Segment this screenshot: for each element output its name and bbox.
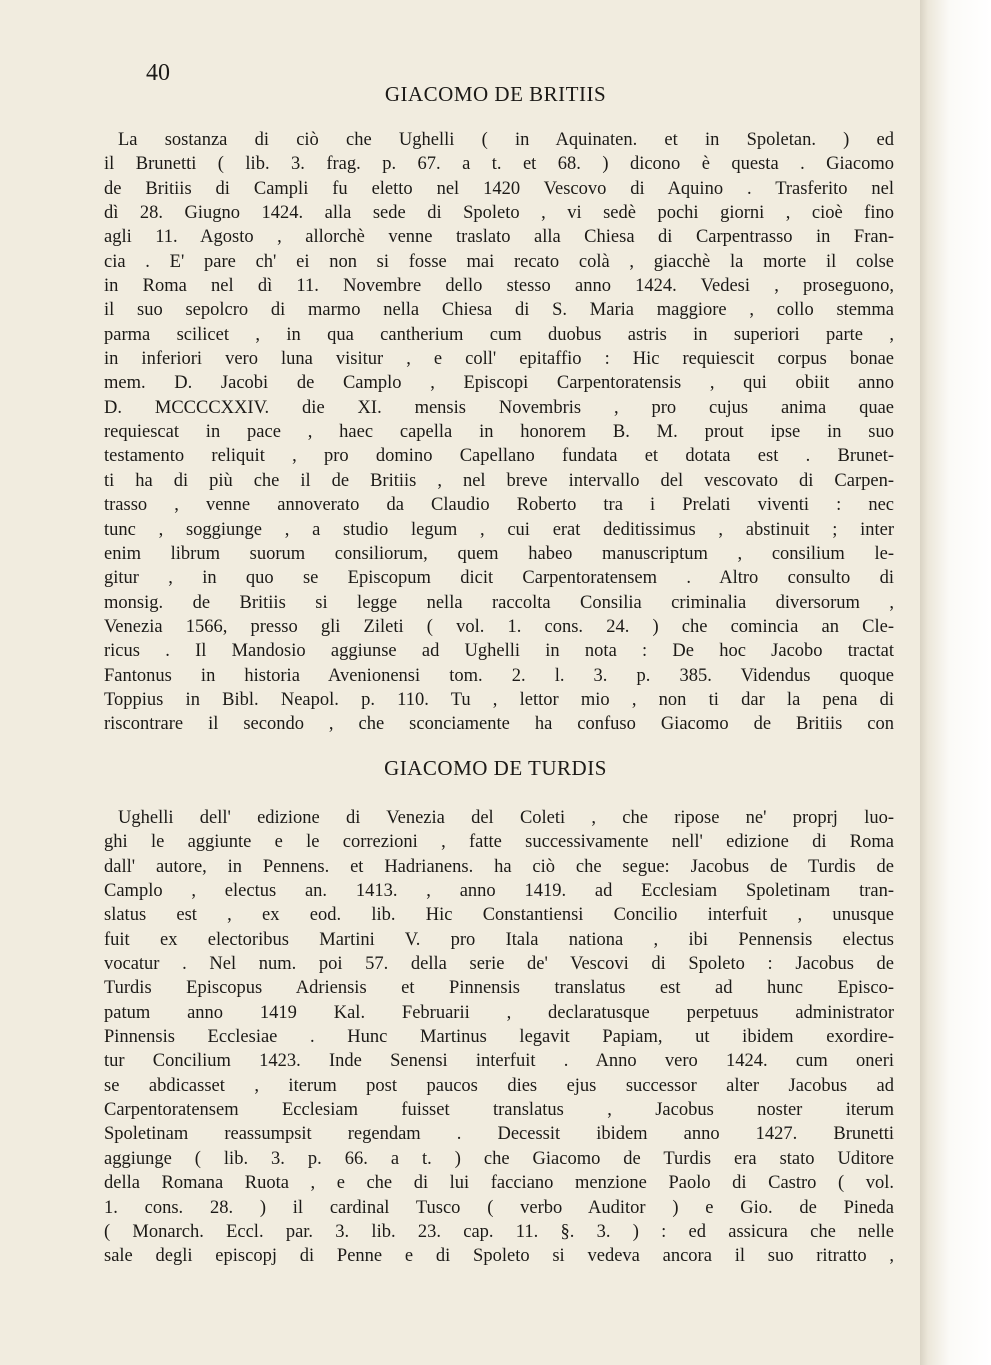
text-line: ( Monarch. Eccl. par. 3. lib. 23. cap. 11. §. 3. ) : ed assicura che nelle	[104, 1221, 894, 1242]
running-head: GIACOMO DE BRITIIS	[384, 82, 607, 106]
text-line: Fantonus in historia Avenionensi tom. 2. l. 3. p. 385. Videndus quoque	[104, 665, 894, 686]
text-line: agli 11. Agosto , allorchè venne traslato alla Chiesa di Carpentrasso in Fran-	[104, 227, 894, 248]
text-line: slatus est , ex eod. lib. Hic Constantiensi Concilio interfuit , unusque	[104, 905, 894, 926]
page-edge	[920, 0, 991, 1365]
text-line: ti ha di più che il de Britiis , nel breve intervallo del vescovato di Carpen-	[104, 470, 894, 491]
text-line: della Romana Ruota , e che di lui facciano menzione Paolo di Castro ( vol.	[104, 1173, 894, 1194]
text-line: Spoletinam reassumpsit regendam . Decessit ibidem anno 1427. Brunetti	[104, 1124, 894, 1145]
text-line: ghi le aggiunte e le correzioni , fatte successivamente nell' edizione di Roma	[104, 832, 894, 853]
text-line: sale degli episcopj di Penne e di Spoleto si vedeva ancora il suo ritratto ,	[104, 1246, 894, 1267]
text-block-turdis	[104, 806, 894, 1269]
text-line: testamento reliquit , pro domino Capellano fundata et dotata est . Brunet-	[104, 446, 894, 467]
text-line: vocatur . Nel num. poi 57. della serie de' Vescovi di Spoleto : Jacobus de	[104, 954, 894, 975]
page-number: 40	[146, 60, 170, 86]
text-line: patum anno 1419 Kal. Februarii , declaratusque perpetuus administrator	[104, 1002, 894, 1023]
text-line: Venezia 1566, presso gli Zileti ( vol. 1. cons. 24. ) che comincia an Cle-	[104, 616, 894, 637]
text-line: dall' autore, in Pennens. et Hadrianens. ha ciò che segue: Jacobus de Turdis de	[104, 856, 894, 877]
text-line: Carpentoratensem Ecclesiam fuisset translatus , Jacobus noster iterum	[104, 1100, 894, 1121]
text-line: gitur , in quo se Episcopum dicit Carpentoratensem . Altro consulto di	[104, 568, 894, 589]
text-line: il Brunetti ( lib. 3. frag. p. 67. a t. et 68. ) dicono è questa . Giacomo	[104, 154, 894, 175]
text-line: de Britiis di Campli fu eletto nel 1420 Vescovo di Aquino . Trasferito nel	[104, 178, 894, 199]
text-line: se abdicasset , iterum post paucos dies ejus successor alter Jacobus ad	[104, 1075, 894, 1096]
text-line: Toppius in Bibl. Neapol. p. 110. Tu , lettor mio , non ti dar la pena di	[104, 689, 894, 710]
text-line: requiescat in pace , haec capella in honorem B. M. prout ipse in suo	[104, 422, 894, 443]
section-title: GIACOMO DE TURDIS	[384, 756, 607, 780]
text-line: cia . E' pare ch' ei non si fosse mai recato colà , giacchè la morte il colse	[104, 251, 894, 272]
text-line: dì 28. Giugno 1424. alla sede di Spoleto , vi sedè pochi giorni , cioè fino	[104, 203, 894, 224]
text-line: il suo sepolcro di marmo nella Chiesa di S. Maria maggiore , collo stemma	[104, 300, 894, 321]
text-block-britiis	[104, 128, 894, 737]
text-line: ricus . Il Mandosio aggiunse ad Ughelli in nota : De hoc Jacobo tractat	[104, 641, 894, 662]
text-line: riscontrare il secondo , che sconciamente ha confuso Giacomo de Britiis con	[104, 714, 894, 735]
text-line: parma scilicet , in qua cantherium cum duobus astris in superiori parte ,	[104, 324, 894, 345]
text-line: in Roma nel dì 11. Novembre dello stesso anno 1424. Vedesi , proseguono,	[104, 276, 894, 297]
text-line: tur Concilium 1423. Inde Senensi interfuit . Anno vero 1424. cum oneri	[104, 1051, 894, 1072]
text-line: aggiunge ( lib. 3. p. 66. a t. ) che Giacomo de Turdis era stato Uditore	[104, 1148, 894, 1169]
text-line: trasso , venne annoverato da Claudio Roberto tra i Prelati viventi : nec	[104, 495, 894, 516]
text-line: Ughelli dell' edizione di Venezia del Coleti , che ripose ne' proprj luo-	[118, 808, 894, 828]
text-line: monsig. de Britiis si legge nella raccolta Consilia criminalia diversorum ,	[104, 592, 894, 613]
text-line: tunc , soggiunge , a studio legum , cui erat deditissimus , abstinuit ; inter	[104, 519, 894, 540]
text-line: La sostanza di ciò che Ughelli ( in Aquinaten. et in Spoletan. ) ed	[118, 130, 894, 150]
text-line: Camplo , electus an. 1413. , anno 1419. ad Ecclesiam Spoletinam tran-	[104, 881, 894, 902]
text-line: Pinnensis Ecclesiae . Hunc Martinus legavit Papiam, ut ibidem exordire-	[104, 1027, 894, 1048]
text-line: in inferiori vero luna visitur , e coll' epitaffio : Hic requiescit corpus bonae	[104, 349, 894, 370]
text-line: enim librum suorum consiliorum, quem habeo manuscriptum , consilium le-	[104, 543, 894, 564]
text-line: mem. D. Jacobi de Camplo , Episcopi Carpentoratensis , qui obiit anno	[104, 373, 894, 394]
text-line: fuit ex electoribus Martini V. pro Itala nationa , ibi Pennensis electus	[104, 929, 894, 950]
text-line: Turdis Episcopus Adriensis et Pinnensis translatus est ad hunc Episco-	[104, 978, 894, 999]
text-line: 1. cons. 28. ) il cardinal Tusco ( verbo Auditor ) e Gio. de Pineda	[104, 1197, 894, 1218]
text-line: D. MCCCCXXIV. die XI. mensis Novembris , pro cujus anima quae	[104, 397, 894, 418]
